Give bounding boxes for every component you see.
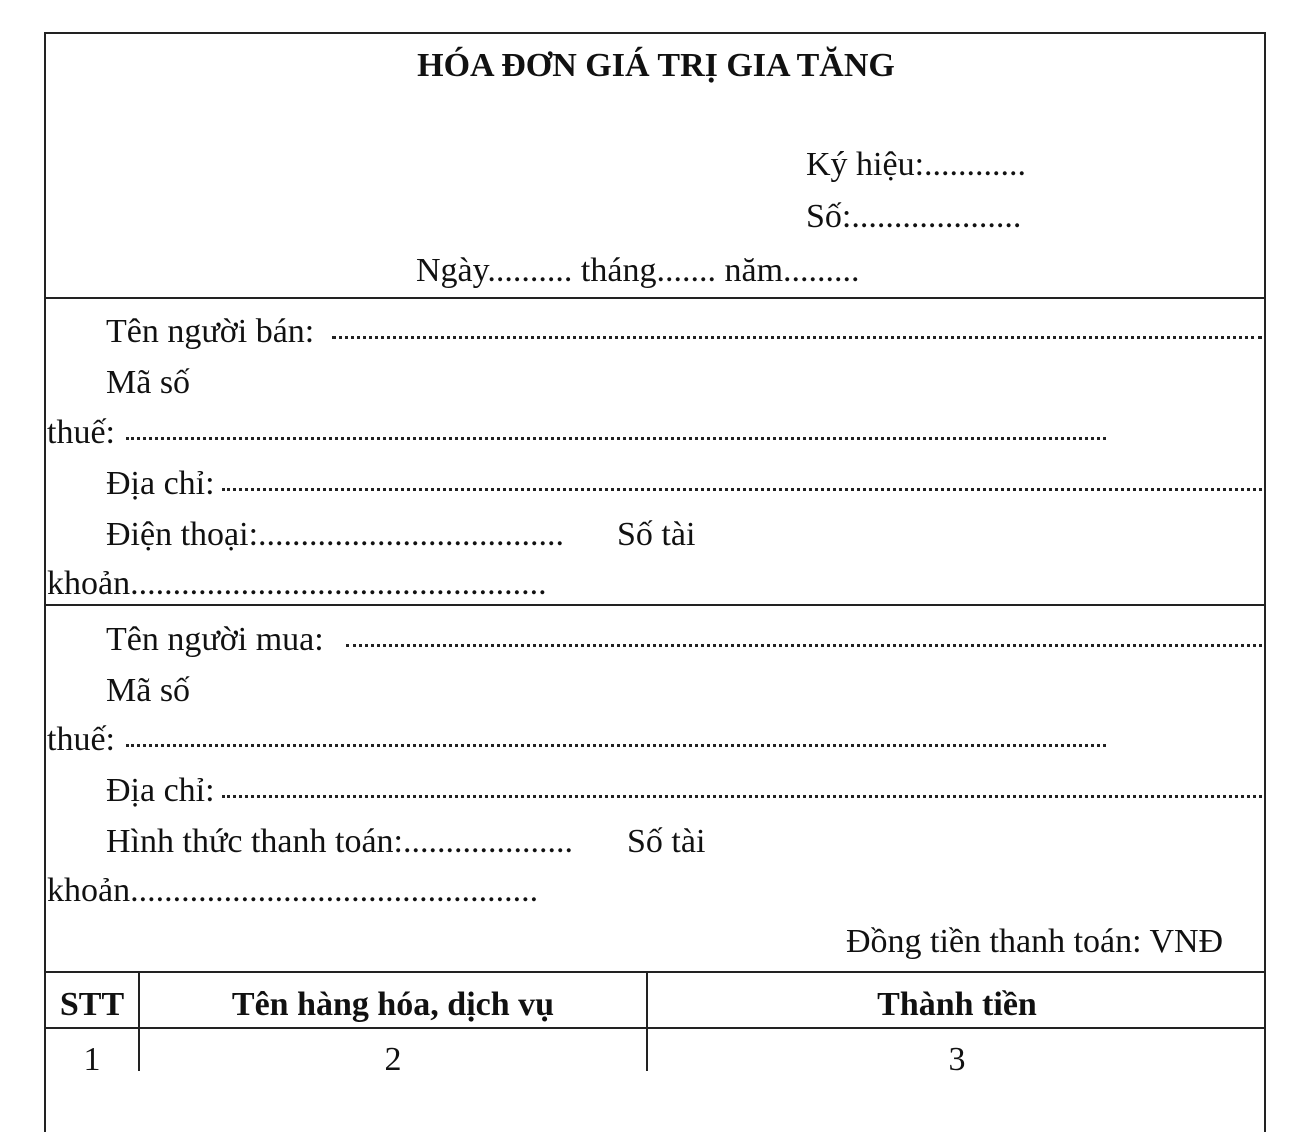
- currency-line: Đồng tiền thanh toán: VNĐ: [846, 923, 1224, 960]
- seller-account-label-cont: khoản.................................................: [47, 565, 547, 602]
- buyer-payment-method-label: Hình thức thanh toán:....................: [106, 823, 573, 860]
- seller-phone-label: Điện thoại:....................................: [106, 516, 565, 553]
- buyer-account-label-cont: khoản................................................: [47, 872, 539, 909]
- buyer-name-dots: [346, 644, 1262, 647]
- buyer-tax-code-label: Mã số: [106, 672, 191, 709]
- table-index-col-1: 1: [83, 1041, 101, 1078]
- seller-address-label: Địa chỉ:: [106, 465, 215, 502]
- invoice-symbol-label: Ký hiệu:............: [806, 146, 1027, 183]
- seller-name-label: Tên người bán:: [106, 313, 315, 350]
- seller-account-label: Số tài: [617, 516, 696, 553]
- seller-tax-code-label-cont: thuế:: [47, 414, 115, 451]
- seller-address-dots: [222, 488, 1262, 491]
- buyer-tax-code-label-cont: thuế:: [47, 721, 115, 758]
- seller-tax-code-label: Mã số: [106, 364, 191, 401]
- divider-header-seller: [44, 297, 1266, 299]
- buyer-tax-code-dots: [126, 744, 1106, 747]
- table-header-stt: STT: [59, 986, 125, 1023]
- invoice-number-label: Số:....................: [806, 198, 1022, 235]
- table-header-item-name: Tên hàng hóa, dịch vụ: [231, 986, 555, 1023]
- buyer-account-label: Số tài: [627, 823, 706, 860]
- divider-buyer-table: [44, 971, 1266, 973]
- divider-seller-buyer: [44, 604, 1266, 606]
- seller-tax-code-dots: [126, 437, 1106, 440]
- table-header-amount: Thành tiền: [877, 986, 1037, 1023]
- seller-name-dots: [332, 336, 1262, 339]
- table-index-col-2: 2: [384, 1041, 402, 1078]
- table-index-col-3: 3: [948, 1041, 966, 1078]
- buyer-name-label: Tên người mua:: [106, 621, 324, 658]
- divider-table-header: [44, 1027, 1266, 1029]
- buyer-address-dots: [222, 795, 1262, 798]
- invoice-date-line: Ngày.......... tháng....... năm.........: [416, 252, 860, 289]
- buyer-address-label: Địa chỉ:: [106, 772, 215, 809]
- invoice-title: HÓA ĐƠN GIÁ TRỊ GIA TĂNG: [417, 47, 895, 84]
